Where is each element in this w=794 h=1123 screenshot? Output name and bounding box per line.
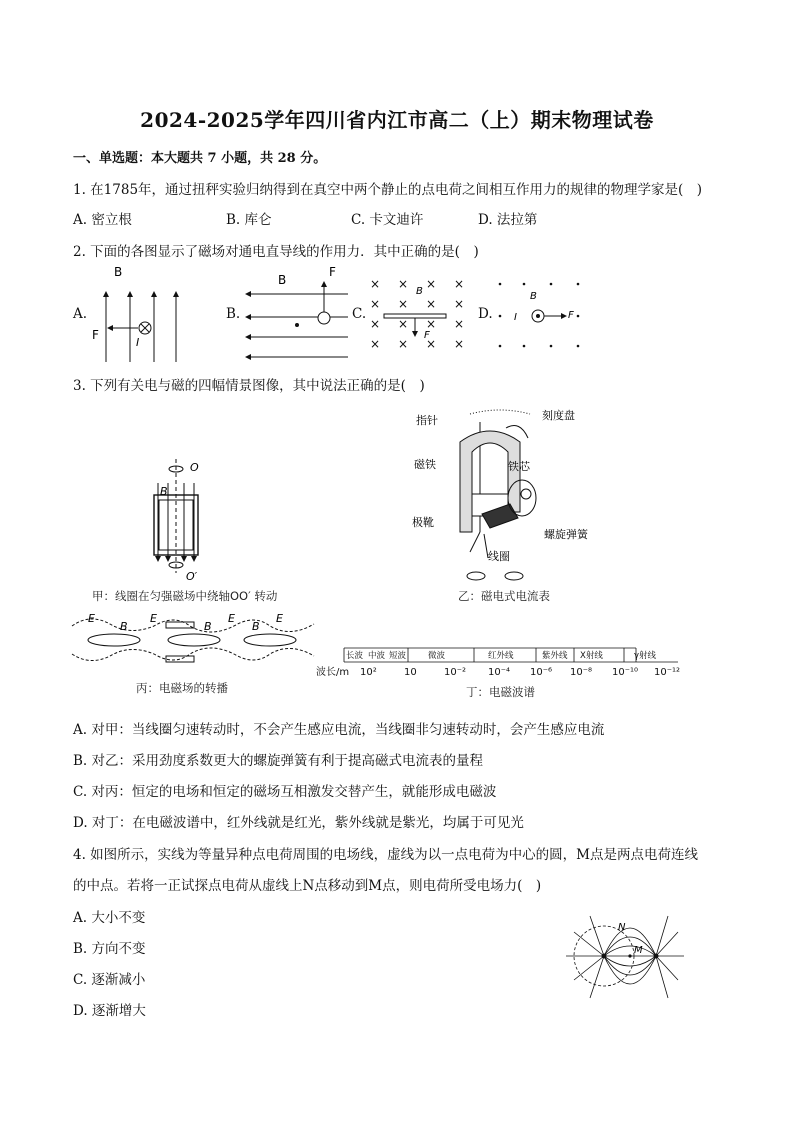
tick-label: 10⁻² [444, 667, 467, 678]
field-label-b: B [278, 273, 287, 287]
q3-figure-bing [70, 608, 318, 698]
point-label-n: N [618, 922, 626, 933]
band-xray: X射线 [580, 651, 603, 661]
tick-label: 10⁻⁶ [530, 667, 553, 678]
question-4-stem-line2: 的中点。若将一正试探点电荷从虚线上N点移动到M点，则电荷所受电场力( ) [73, 878, 542, 894]
svg-text:×: × [426, 277, 437, 291]
force-label-f: F [424, 330, 430, 341]
svg-text:×: × [370, 317, 381, 331]
q3-option-d[interactable]: D. 对丁：在电磁波谱中，红外线就是红光，紫外线就是紫光，均属于可见光 [73, 815, 524, 831]
current-label-i: I [136, 336, 140, 349]
svg-text:×: × [398, 297, 409, 311]
svg-text:×: × [454, 317, 465, 331]
q2-option-a[interactable]: A. [73, 306, 88, 322]
force-label-f: F [568, 310, 574, 321]
label-dial: 刻度盘 [542, 409, 575, 422]
q1-option-b[interactable]: B. 库仑 [226, 212, 272, 228]
q2-figure-d [494, 276, 589, 351]
q2-figure-c [366, 272, 471, 354]
q3-figure-yi [410, 402, 610, 604]
tick-label: 10² [360, 667, 377, 678]
svg-text:×: × [398, 337, 409, 351]
question-4-stem-line1: 4. 如图所示，实线为等量异种点电荷周围的电场线，虚线为以一点电荷为中心的圆，M点是两点电荷连线 [73, 847, 698, 863]
axis-label-o: O [190, 461, 199, 474]
point-label-m: M [634, 945, 643, 956]
label-b3: B [252, 620, 260, 633]
label-coil: 线圈 [488, 550, 510, 563]
q2-figure-a [88, 262, 198, 370]
band-gamma: γ射线 [634, 651, 657, 661]
force-label-f: F [329, 265, 336, 279]
question-2-stem: 2. 下面的各图显示了磁场对通电直导线的作用力．其中正确的是( ) [73, 244, 479, 260]
q4-option-a[interactable]: A. 大小不变 [73, 910, 146, 926]
caption-ding: 丁：电磁波谱 [466, 685, 535, 699]
caption-jia: 甲：线圈在匀强磁场中绕轴OO′ 转动 [92, 589, 278, 603]
label-core: 铁芯 [508, 460, 530, 473]
q4-option-b[interactable]: B. 方向不变 [73, 941, 146, 957]
label-spring: 螺旋弹簧 [544, 528, 588, 541]
q3-figure-jia [80, 455, 320, 605]
current-label-i: I [514, 312, 517, 323]
page-title: 2024-2025学年四川省内江市高二（上）期末物理试卷 [140, 108, 654, 132]
q4-option-c[interactable]: C. 逐渐减小 [73, 972, 146, 988]
q4-option-d[interactable]: D. 逐渐增大 [73, 1003, 146, 1019]
label-magnet: 磁铁 [414, 458, 436, 471]
band-medium-wave: 中波 [368, 651, 386, 661]
svg-text:×: × [454, 277, 465, 291]
q3-figure-ding [316, 644, 686, 704]
question-3-stem: 3. 下列有关电与磁的四幅情景图像，其中说法正确的是( ) [73, 378, 425, 394]
field-label-b: B [416, 286, 423, 297]
band-ultraviolet: 紫外线 [542, 651, 568, 661]
label-b2: B [204, 620, 212, 633]
svg-text:×: × [426, 297, 437, 311]
label-e1: E [88, 612, 95, 625]
field-label-b: B [530, 291, 537, 302]
tick-label: 10⁻¹⁰ [612, 667, 639, 678]
q1-option-d[interactable]: D. 法拉第 [478, 212, 538, 228]
label-e2: E [150, 612, 157, 625]
svg-text:×: × [370, 337, 381, 351]
q2-option-d[interactable]: D. [478, 306, 493, 322]
axis-label-wavelength: 波长/m [316, 667, 350, 678]
svg-text:×: × [370, 277, 381, 291]
svg-text:×: × [398, 317, 409, 331]
label-pointer: 指针 [416, 414, 438, 427]
section-heading: 一、单选题：本大题共 7 小题，共 28 分。 [73, 151, 327, 166]
label-pole-shoe: 极靴 [412, 516, 434, 529]
force-label-f: F [92, 328, 99, 342]
q2-figure-b [240, 262, 352, 362]
tick-label: 10⁻⁴ [488, 667, 511, 678]
question-1-stem: 1. 在1785年，通过扭秤实验归纳得到在真空中两个静止的点电荷之间相互作用力的规律的物理学家是( ) [73, 182, 703, 198]
band-long-wave: 长波 [346, 651, 364, 661]
field-label-b: B [114, 265, 123, 279]
label-b1: B [120, 620, 128, 633]
tick-label: 10⁻⁸ [570, 667, 593, 678]
tick-label: 10⁻¹² [654, 667, 681, 678]
svg-text:×: × [454, 297, 465, 311]
q1-option-a[interactable]: A. 密立根 [73, 212, 132, 228]
svg-text:×: × [398, 277, 409, 291]
q2-option-b[interactable]: B. [226, 306, 241, 322]
q1-option-c[interactable]: C. 卡文迪许 [351, 212, 424, 228]
field-label-b: B [160, 485, 168, 498]
band-infrared: 红外线 [488, 651, 514, 661]
q3-option-a[interactable]: A. 对甲：当线圈匀速转动时，不会产生感应电流，当线圈非匀速转动时，会产生感应电流 [73, 722, 605, 738]
svg-text:×: × [426, 337, 437, 351]
axis-label-o-prime: O′ [186, 570, 198, 583]
svg-text:×: × [426, 317, 437, 331]
q2-option-c[interactable]: C. [352, 306, 367, 322]
q3-option-c[interactable]: C. 对丙：恒定的电场和恒定的磁场互相激发交替产生，就能形成电磁波 [73, 784, 497, 800]
label-e3: E [228, 612, 235, 625]
svg-text:×: × [454, 337, 465, 351]
caption-bing: 丙：电磁场的转播 [136, 681, 228, 695]
caption-yi: 乙：磁电式电流表 [458, 589, 550, 603]
label-e4: E [276, 612, 283, 625]
tick-label: 10 [404, 667, 417, 678]
q3-option-b[interactable]: B. 对乙：采用劲度系数更大的螺旋弹簧有利于提高磁式电流表的量程 [73, 753, 484, 769]
band-microwave: 微波 [428, 651, 446, 661]
band-short-wave: 短波 [389, 651, 407, 661]
q4-field-figure [560, 906, 690, 1008]
svg-text:×: × [370, 297, 381, 311]
